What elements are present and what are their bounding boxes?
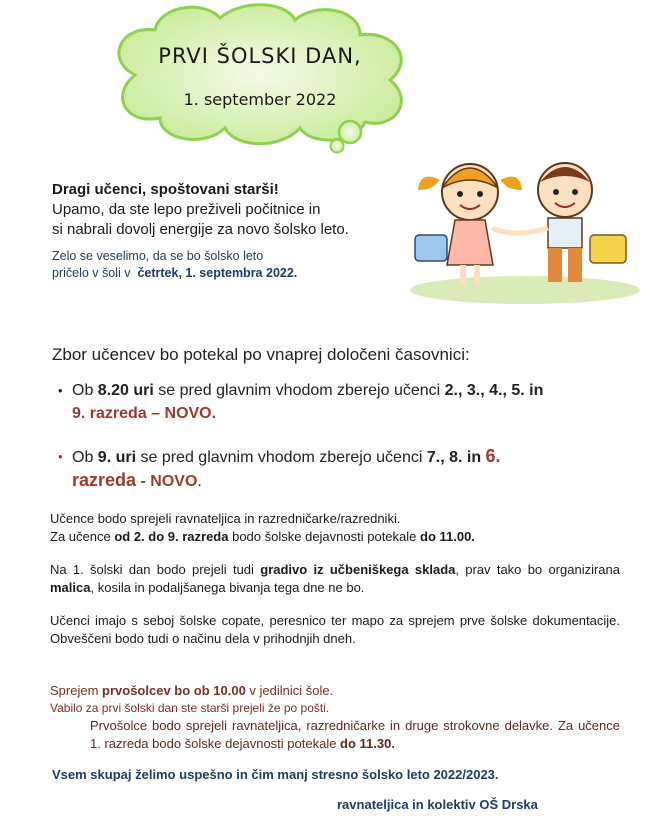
boy-figure — [538, 163, 626, 282]
closing-wish: Vsem skupaj želimo uspešno in čim manj stresno šolsko leto 2022/2023. — [52, 767, 499, 782]
first-graders-paragraph: Sprejem prvošolcev bo ob 10.00 v jedilnici šole. Vabilo za prvi šolski dan ste starši prejeli že po pošti. — [50, 683, 334, 715]
schedule-item: • Ob 8.20 uri se pred glavnim vhodom zberejo učenci 2., 3., 4., 5. in 9. razreda – NOVO. — [72, 379, 620, 425]
children-illustration — [400, 150, 650, 310]
materials-paragraph: Na 1. šolski dan bodo prejeli tudi gradivo iz učbeniškega sklada, prav tako bo organizirana malica, kosila in podaljšanega bivanja tega dne ne bo. — [50, 562, 620, 595]
supplies-paragraph: Učenci imajo s seboj šolske copate, peresnico ter mapo za sprejem prve šolske dokumentacije. Obveščeni bodo tudi o načinu dela v prihodnjih dneh. — [50, 613, 620, 646]
page-title: PRVI ŠOLSKI DAN, — [158, 44, 362, 68]
greeting-line: si nabrali dovolj energije za novo šolsko leto. — [52, 221, 349, 238]
greeting-block — [52, 180, 349, 282]
page-subtitle-date: 1. september 2022 — [183, 90, 337, 109]
girl-figure — [415, 164, 522, 285]
thought-cloud — [95, 0, 430, 160]
reception-paragraph: Učence bodo sprejeli ravnateljica in razredničarke/razredniki. Za učence od 2. do 9. razreda bodo šolske dejavnosti potekale do 11.00. — [50, 511, 475, 544]
schedule-item: • Ob 9. uri se pred glavnim vhodom zberejo učenci 7., 8. in 6. razreda - NOVO. — [72, 445, 620, 493]
start-date: četrtek, 1. septembra 2022. — [137, 266, 298, 280]
signature: ravnateljica in kolektiv OŠ Drska — [337, 797, 538, 812]
start-notice: Zelo se veselimo, da se bo šolsko leto pričelo v šoli v četrtek, 1. septembra 2022. — [52, 249, 298, 280]
schedule-intro: Zbor učencev bo potekal po vnaprej določeni časovnici: — [52, 345, 470, 364]
first-graders-details: Prvošolce bodo sprejeli ravnateljica, razredničarke in druge strokovne delavke. Za učence 1. razreda bodo šolske dejavnosti potekale do 11.30. — [90, 718, 620, 751]
greeting-line: Upamo, da ste lepo preživeli počitnice in — [52, 201, 321, 218]
salutation: Dragi učenci, spoštovani starši! — [52, 181, 279, 198]
